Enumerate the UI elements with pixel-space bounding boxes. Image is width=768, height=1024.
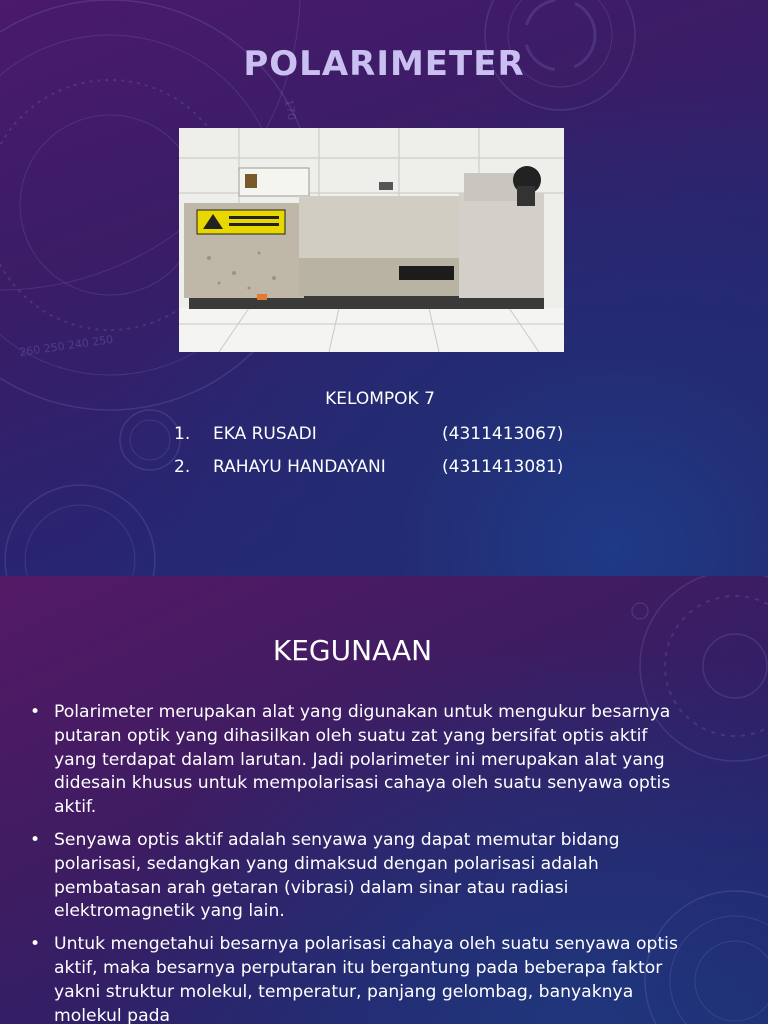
member-row xyxy=(174,457,594,481)
svg-text:260 250 240 250: 260 250 240 250 xyxy=(18,332,114,359)
member-id: (4311413067) xyxy=(442,424,564,444)
polarimeter-photo xyxy=(179,128,564,352)
slide-title: KEGUNAAN xyxy=(272,634,433,667)
bullet-icon: • xyxy=(30,829,41,850)
member-row xyxy=(174,424,594,448)
bullet-text: Untuk mengetahui besarnya polarisasi cahaya oleh suatu senyawa optis aktif, maka besarnya perputaran itu bergantung pada beberapa faktor yakni struktur molekul, temperatur, panjang gelombag, banyaknya molekul pada xyxy=(54,934,678,1024)
content-slide xyxy=(0,576,768,1024)
bullet-list xyxy=(30,701,680,1024)
slide-title: POLARIMETER xyxy=(243,44,525,84)
bullet-text: Senyawa optis aktif adalah senyawa yang dapat memutar bidang polarisasi, sedangkan yang dimaksud dengan polarisasi adalah pembatasan arah getaran (vibrasi) dalam sinar atau radiasi elektromagnetik yang lain. xyxy=(54,829,620,922)
member-id: (4311413081) xyxy=(442,457,564,477)
member-name: EKA RUSADI xyxy=(213,424,317,444)
bullet-item xyxy=(30,701,680,820)
member-number: 2. xyxy=(174,457,191,477)
bullet-item xyxy=(30,829,680,924)
bullet-icon: • xyxy=(30,934,41,955)
bullet-text: Polarimeter merupakan alat yang digunakan untuk mengukur besarnya putaran optik yang dihasilkan oleh suatu zat yang bersifat optis aktif yang terdapat dalam larutan. Jadi polarimeter ini merupakan alat yang didesain khusus untuk mempolarisasi cahaya oleh suatu senyawa optis aktif. xyxy=(54,702,671,818)
member-name: RAHAYU HANDAYANI xyxy=(213,457,386,477)
bullet-icon: • xyxy=(30,702,41,722)
bullet-item xyxy=(30,933,680,1024)
member-number: 1. xyxy=(174,424,191,444)
svg-text:170: 170 xyxy=(282,98,299,122)
group-label: KELOMPOK 7 xyxy=(325,389,435,409)
